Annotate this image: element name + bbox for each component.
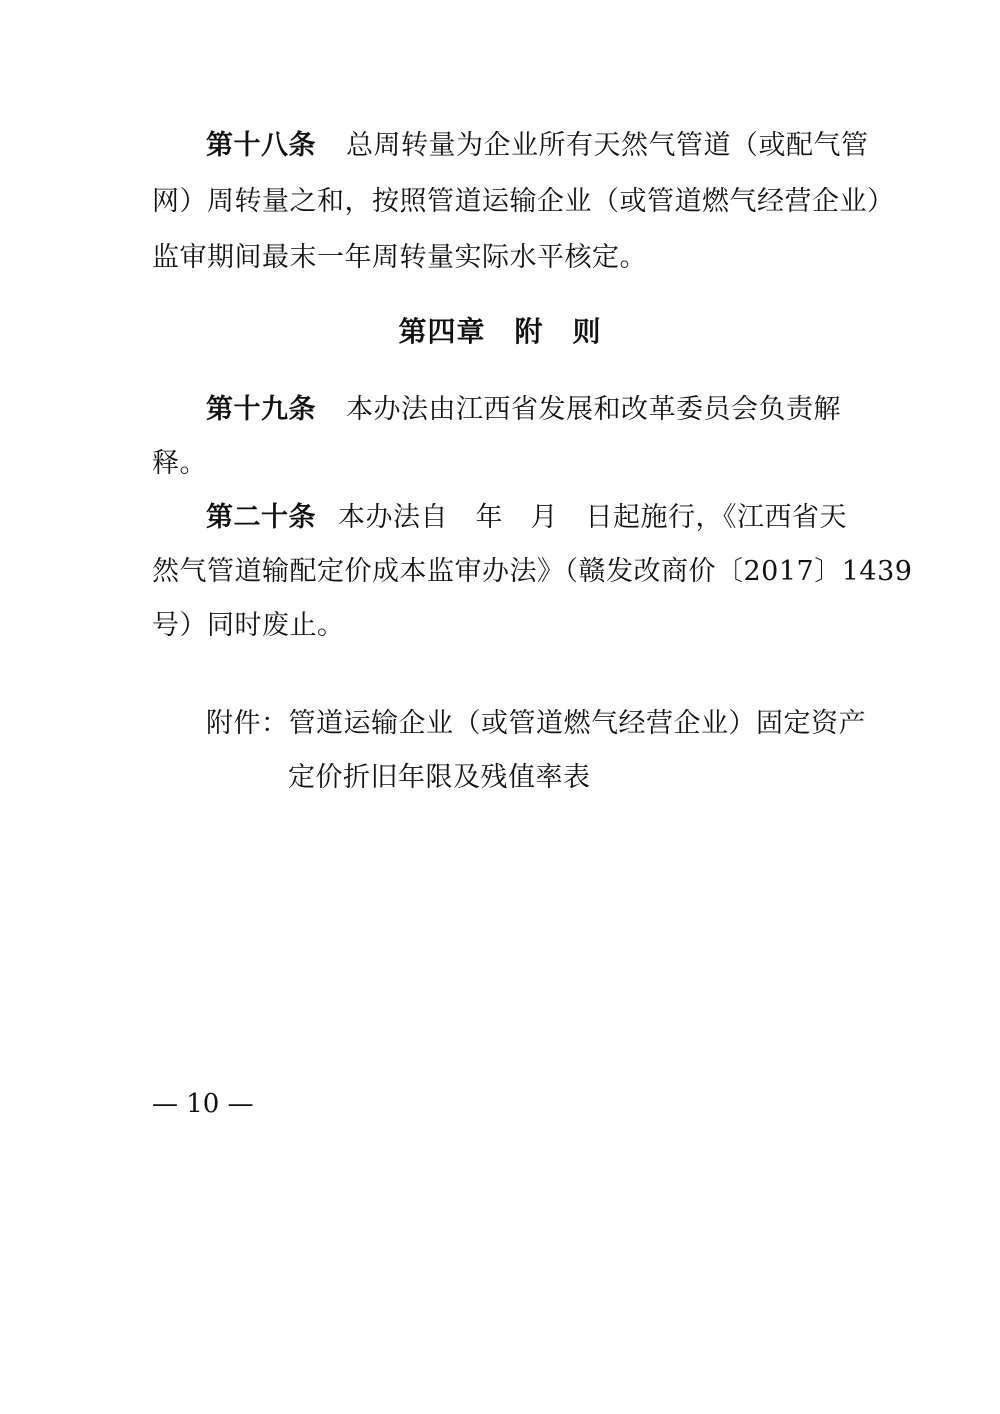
article-18-label: 第十八条 (206, 130, 316, 161)
attachment-line-2: 定价折旧年限及残值率表 (288, 762, 591, 793)
article-19-label: 第十九条 (206, 394, 316, 425)
chapter-heading: 第四章 附 则 (398, 315, 602, 348)
page-number: — 10 — (152, 1089, 254, 1119)
article-18-text-1: 总周转量为企业所有天然气管道（或配气管 (346, 130, 869, 161)
article-20-line-3: 号）同时废止。 (152, 610, 345, 641)
article-20-line-2: 然气管道输配定价成本监审办法》（赣发改商价〔2017〕1439 (152, 556, 913, 587)
article-18-line-2: 网）周转量之和，按照管道运输企业（或管道燃气经营企业） (152, 186, 895, 217)
article-20-text-1: 本办法自 年 月 日起施行，《江西省天 (338, 502, 847, 533)
article-19-line-2: 释。 (152, 448, 207, 479)
article-20-label: 第二十条 (206, 502, 316, 533)
article-18-line-1 (206, 126, 869, 166)
attachment-line-1: 附件：管道运输企业（或管道燃气经营企业）固定资产 (206, 708, 866, 739)
article-20-line-1 (206, 498, 852, 538)
article-18-line-3: 监审期间最末一年周转量实际水平核定。 (152, 242, 647, 273)
article-19-text-1: 本办法由江西省发展和改革委员会负责解 (346, 394, 841, 425)
article-19-line-1 (206, 390, 852, 430)
